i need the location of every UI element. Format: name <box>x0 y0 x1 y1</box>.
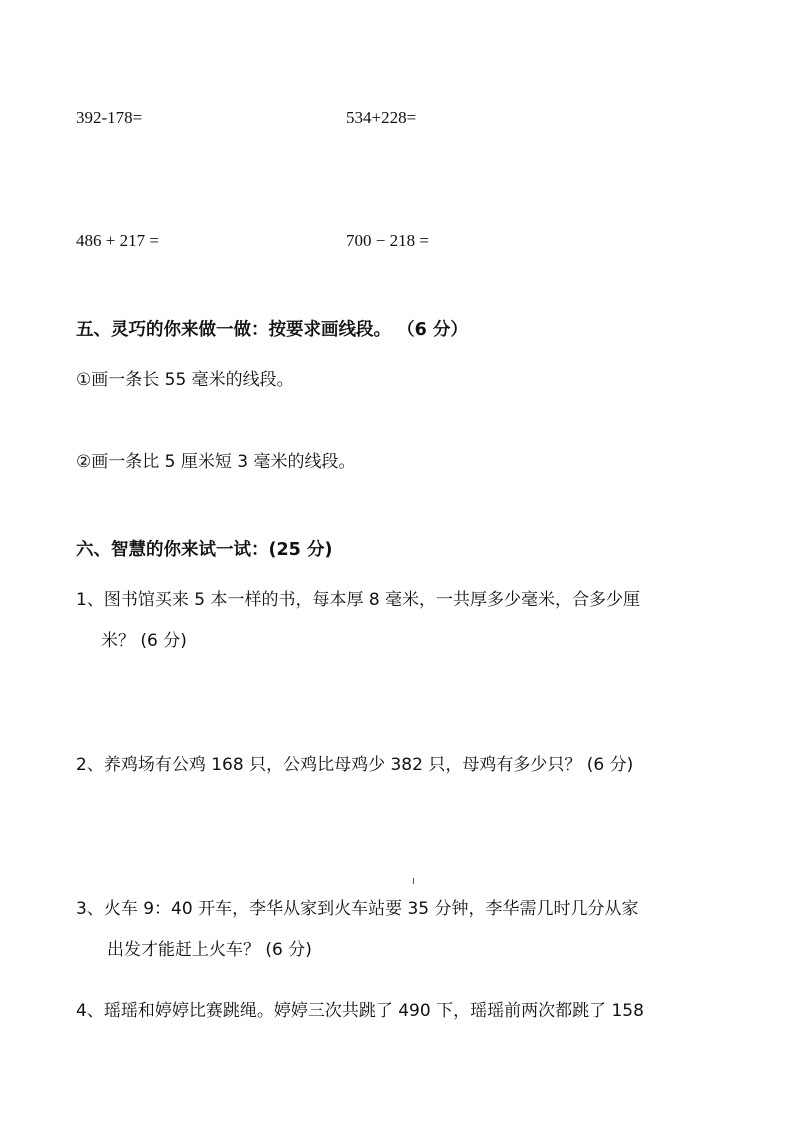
question-3-line-2: 出发才能赶上火车？ (6 分) <box>107 940 312 960</box>
section6-title: 六、智慧的你来试一试：(25 分) <box>76 540 333 560</box>
question-2-line-1: 2、养鸡场有公鸡 168 只，公鸡比母鸡少 382 只，母鸡有多少只？ (6 分) <box>76 755 634 775</box>
question-1-line-1: 1、图书馆买来 5 本一样的书，每本厚 8 毫米，一共厚多少毫米，合多少厘 <box>76 590 641 610</box>
section5-item-1: ①画一条长 55 毫米的线段。 <box>76 370 294 390</box>
calc-392-minus-178: 392-178= <box>76 108 143 127</box>
calc-700-minus-218: 700 − 218 = <box>346 231 429 250</box>
section5-item-2: ②画一条比 5 厘米短 3 毫米的线段。 <box>76 452 356 472</box>
calc-534-plus-228: 534+228= <box>346 108 417 127</box>
question-1-line-2: 米？ (6 分) <box>101 631 187 651</box>
question-4-line-1: 4、瑶瑶和婷婷比赛跳绳。婷婷三次共跳了 490 下，瑶瑶前两次都跳了 158 <box>76 1001 644 1021</box>
stray-mark <box>413 878 414 884</box>
question-3-line-1: 3、火车 9：40 开车，李华从家到火车站要 35 分钟，李华需几时几分从家 <box>76 899 639 919</box>
calc-486-plus-217: 486 + 217 = <box>76 231 159 250</box>
section5-title: 五、灵巧的你来做一做：按要求画线段。 （6 分） <box>76 320 468 340</box>
